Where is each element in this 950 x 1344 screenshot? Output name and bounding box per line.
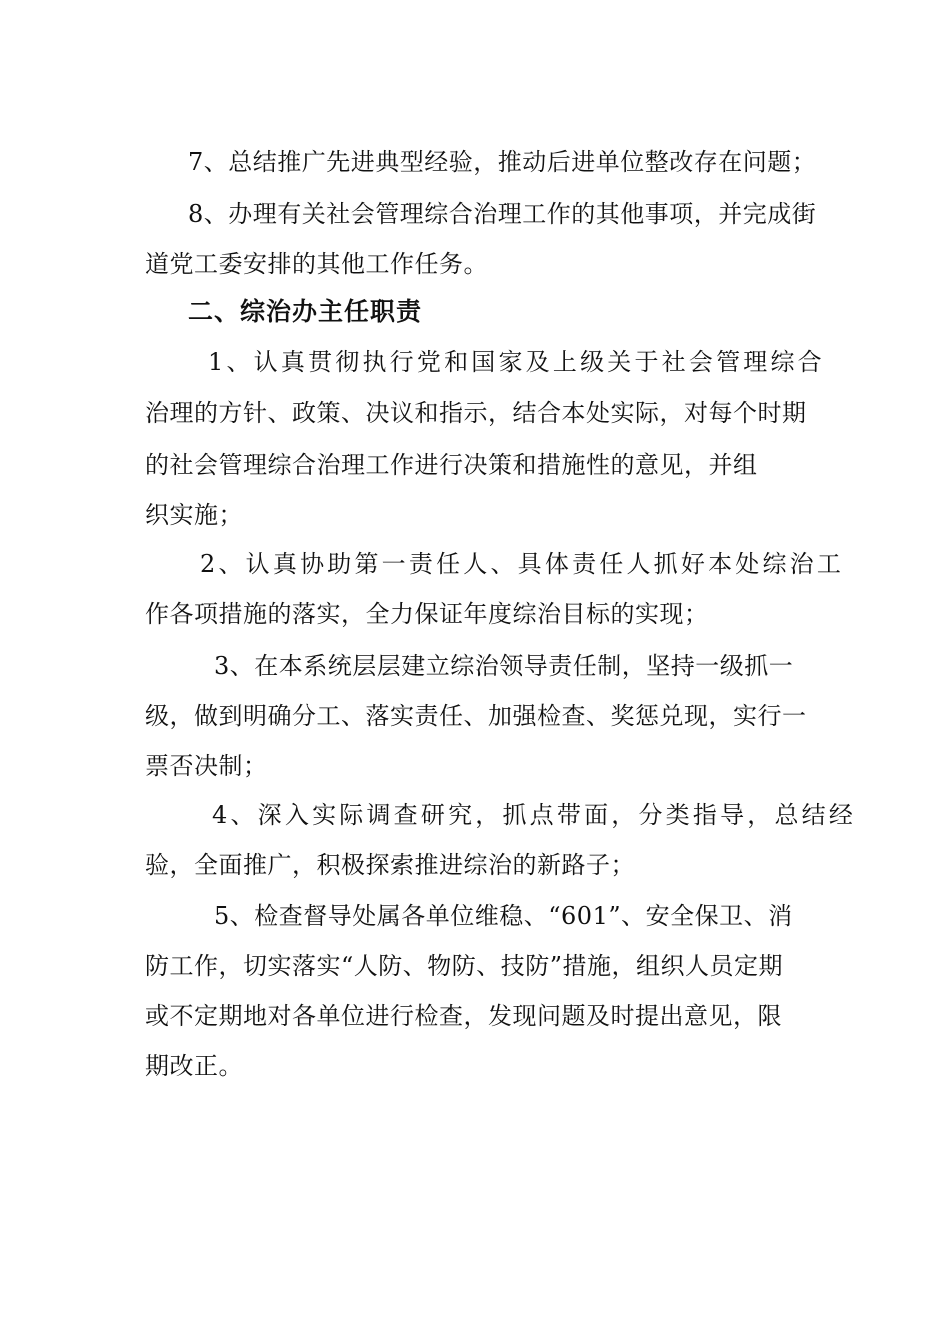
- item-8-line-1: 8、办理有关社会管理综合治理工作的其他事项，并完成街: [188, 200, 817, 228]
- duty-5-line-2: 防工作，切实落实“人防、物防、技防”措施，组织人员定期: [145, 952, 784, 980]
- duty-4-line-2: 验，全面推广，积极探索推进综治的新路子；: [145, 851, 635, 879]
- item-7-line-1: 7、总结推广先进典型经验，推动后进单位整改存在问题；: [188, 148, 817, 176]
- duty-4-line-1: 4、深入实际调查研究，抓点带面，分类指导，总结经: [212, 801, 857, 829]
- duty-1-line-2: 治理的方针、政策、决议和指示，结合本处实际，对每个时期: [145, 399, 807, 427]
- section-heading: 二、综治办主任职责: [188, 297, 423, 326]
- duty-5-line-3: 或不定期地对各单位进行检查，发现问题及时提出意见，限: [145, 1002, 782, 1030]
- duty-3-line-1: 3、在本系统层层建立综治领导责任制，坚持一级抓一: [214, 652, 794, 680]
- duty-2-line-1: 2、认真协助第一责任人、具体责任人抓好本处综治工: [200, 550, 845, 578]
- duty-3-line-3: 票否决制；: [145, 752, 268, 780]
- duty-5-line-4: 期改正。: [145, 1052, 243, 1080]
- duty-1-line-4: 织实施；: [145, 501, 243, 529]
- duty-5-line-1: 5、检查督导处属各单位维稳、“601”、安全保卫、消: [214, 902, 793, 930]
- duty-1-line-1: 1、认真贯彻执行党和国家及上级关于社会管理综合: [208, 348, 825, 376]
- item-8-line-2: 道党工委安排的其他工作任务。: [145, 250, 488, 278]
- duty-2-line-2: 作各项措施的落实，全力保证年度综治目标的实现；: [145, 600, 709, 628]
- duty-3-line-2: 级，做到明确分工、落实责任、加强检查、奖惩兑现，实行一: [145, 702, 807, 730]
- duty-1-line-3: 的社会管理综合治理工作进行决策和措施性的意见，并组: [145, 451, 758, 479]
